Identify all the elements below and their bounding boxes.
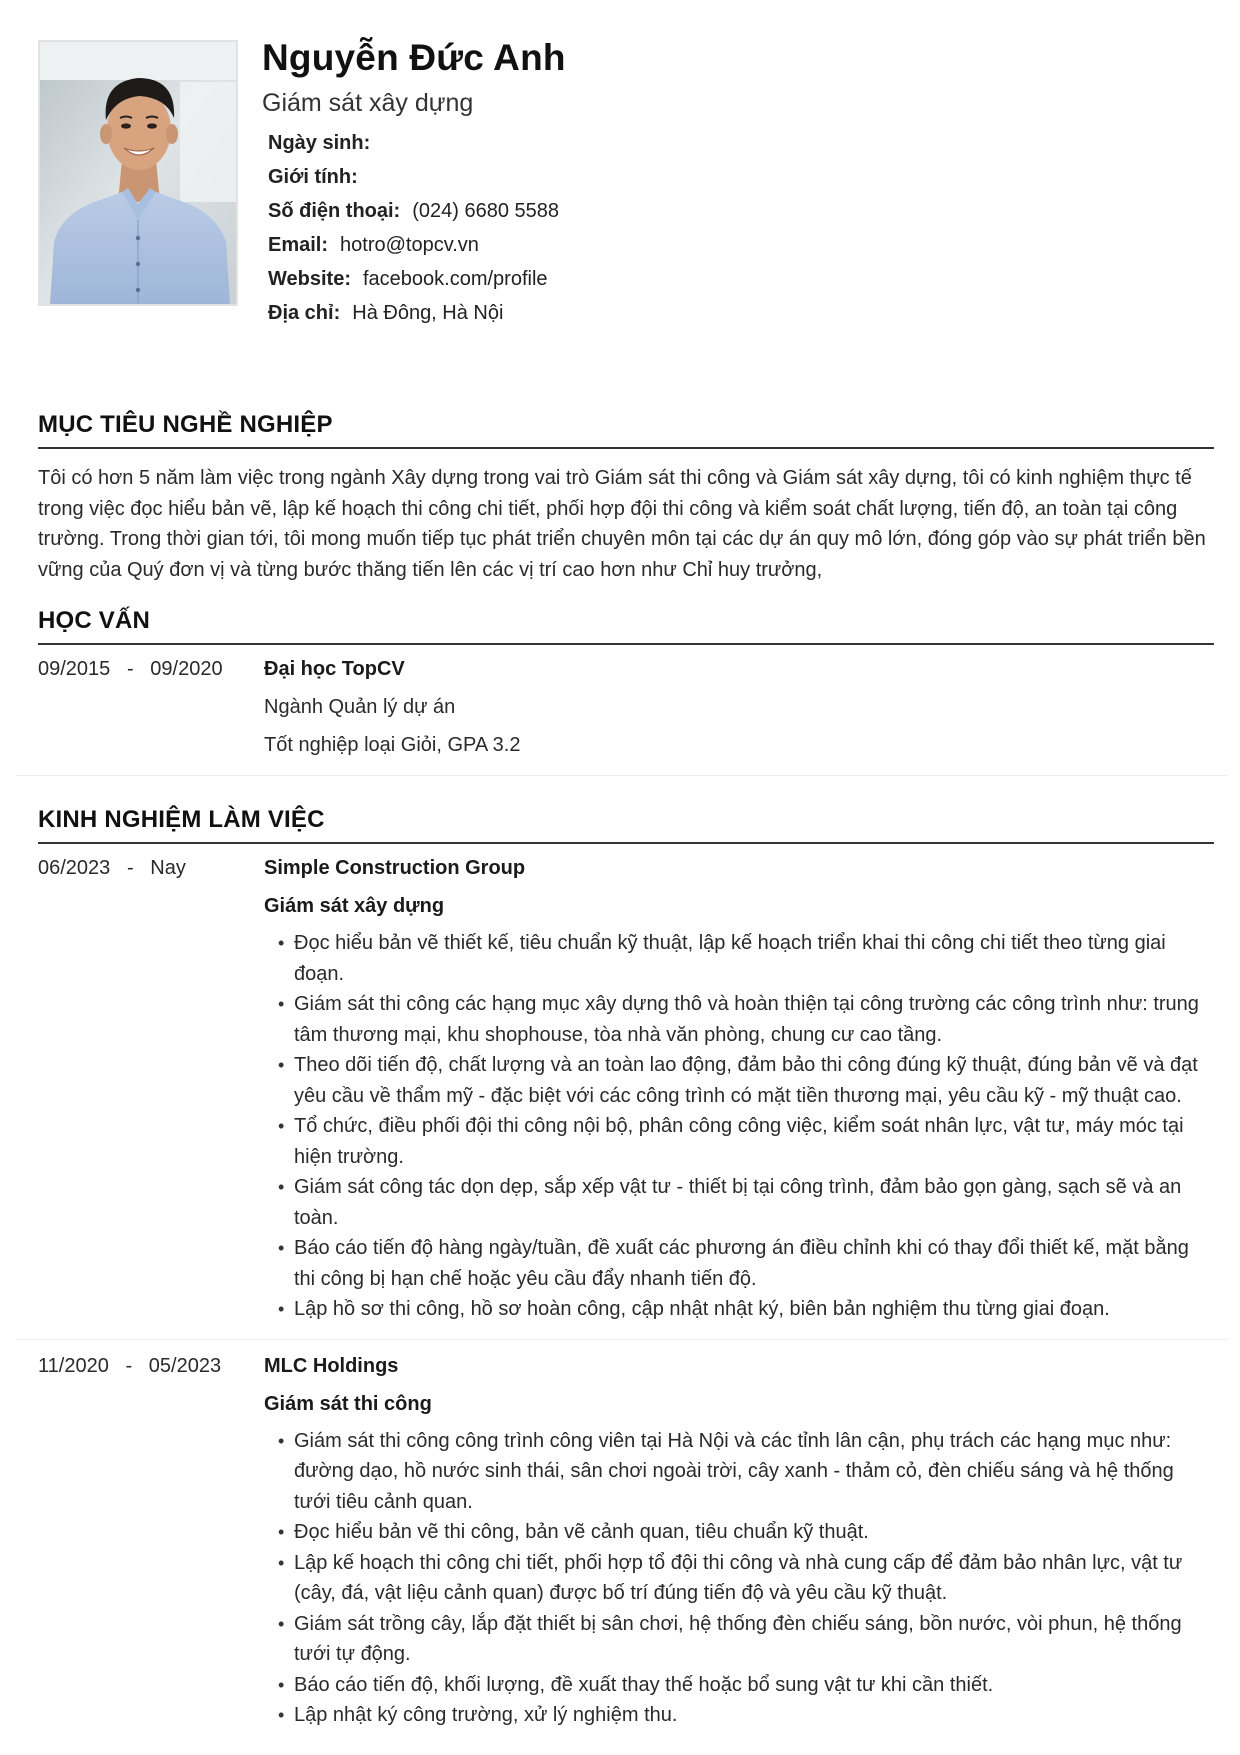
education-entry (38, 645, 1214, 775)
list-item: • Lập nhật ký công trường, xử lý nghiệm thu. (282, 1700, 1214, 1731)
experience-body (264, 856, 1214, 1325)
list-item: • Giám sát thi công công trình công viên tại Hà Nội và các tỉnh lân cận, phụ trách các hạng mục như: đường dạo, hồ nước sinh thái, sân chơi ngoài trời, cây xanh - thảm cỏ, đèn chiếu sáng và hệ thống tưới tiêu cảnh quan. (282, 1426, 1214, 1518)
school-major: Ngành Quản lý dự án (264, 696, 456, 718)
objective-section (38, 411, 1214, 585)
list-item: • Lập kế hoạch thi công chi tiết, phối hợp tổ đội thi công và nhà cung cấp để đảm bảo nhân lực, vật tư (cây, đá, vật liệu cảnh quan) được bố trí đúng tiến độ và yêu cầu kỹ thuật. (282, 1548, 1214, 1609)
experience-entry (38, 844, 1214, 1339)
section-title-education: HỌC VẤN (38, 607, 1214, 645)
education-section (38, 607, 1214, 776)
list-item: • Báo cáo tiến độ, khối lượng, đề xuất thay thế hoặc bổ sung vật tư khi cần thiết. (282, 1670, 1214, 1701)
candidate-title: Giám sát xây dựng (262, 89, 474, 117)
school-result: Tốt nghiệp loại Giỏi, GPA 3.2 (264, 734, 521, 756)
candidate-name: Nguyễn Đức Anh (262, 37, 566, 78)
contact-birthdate (268, 126, 566, 160)
identity-block (262, 37, 566, 346)
company-name: MLC Holdings (264, 1354, 399, 1377)
contact-label: Email: (268, 234, 329, 256)
list-item: • Lập hồ sơ thi công, hồ sơ hoàn công, cập nhật nhật ký, biên bản nghiệm thu từng giai đoạn. (282, 1294, 1214, 1325)
contact-label: Số điện thoại: (268, 200, 401, 222)
contact-address (268, 296, 566, 330)
contact-website (268, 262, 566, 296)
contact-list (268, 126, 566, 330)
responsibility-list (264, 1426, 1214, 1731)
experience-date: 11/2020 - 05/2023 (38, 1354, 222, 1377)
contact-gender (268, 160, 566, 194)
education-body (264, 657, 1214, 757)
experience-date: 06/2023 - Nay (38, 857, 186, 879)
contact-value: facebook.com/profile (362, 268, 548, 290)
contact-label: Ngày sinh: (268, 132, 371, 154)
job-role: Giám sát xây dựng (264, 895, 445, 917)
contact-value: (024) 6680 5588 (412, 200, 560, 222)
divider (16, 775, 1228, 776)
list-item: • Đọc hiểu bản vẽ thi công, bản vẽ cảnh quan, tiêu chuẩn kỹ thuật. (282, 1517, 1214, 1548)
contact-email (268, 228, 566, 262)
list-item: • Tổ chức, điều phối đội thi công nội bộ, phân công công việc, kiểm soát nhân lực, vật tư, máy móc tại hiện trường. (282, 1111, 1214, 1172)
job-role: Giám sát thi công (264, 1392, 432, 1415)
contact-phone (268, 194, 566, 228)
list-item: • Theo dõi tiến độ, chất lượng và an toàn lao động, đảm bảo thi công đúng kỹ thuật, đúng bản vẽ và đạt yêu cầu về thẩm mỹ - đặc biệt với các công trình có mặt tiền thương mại, yêu cầu kỹ - mỹ thuật cao. (282, 1050, 1214, 1111)
list-item: • Giám sát trồng cây, lắp đặt thiết bị sân chơi, hệ thống đèn chiếu sáng, bồn nước, vòi phun, hệ thống tưới tự động. (282, 1609, 1214, 1670)
objective-text: Tôi có hơn 5 năm làm việc trong ngành Xây dựng trong vai trò Giám sát thi công và Giám sát xây dựng, tôi có kinh nghiệm thực tế trong việc đọc hiểu bản vẽ, lập kế hoạch thi công chi tiết, phối hợp đội thi công và kiểm soát chất lượng, tiến độ, an toàn tại công trường. Trong thời gian tới, tôi mong muốn tiếp tục phát triển chuyên môn tại các dự án quy mô lớn, đóng góp vào sự phát triển bền vững của Quý đơn vị và từng bước thăng tiến lên các vị trí cao hơn như Chỉ huy trưởng, (38, 467, 1206, 581)
list-item: • Giám sát công tác dọn dẹp, sắp xếp vật tư - thiết bị tại công trình, đảm bảo gọn gàng, sạch sẽ và an toàn. (282, 1172, 1214, 1233)
section-title-objective: MỤC TIÊU NGHỀ NGHIỆP (38, 411, 1214, 449)
contact-value: hotro@topcv.vn (340, 234, 479, 256)
experience-entry (38, 1340, 1214, 1731)
avatar-photo-icon (38, 40, 238, 306)
experience-body (264, 1354, 1214, 1731)
contact-label: Website: (268, 268, 351, 290)
list-item: • Đọc hiểu bản vẽ thiết kế, tiêu chuẩn kỹ thuật, lập kế hoạch triển khai thi công chi tiết theo từng giai đoạn. (282, 928, 1214, 989)
list-item: • Giám sát thi công các hạng mục xây dựng thô và hoàn thiện tại công trường các công trình như: trung tâm thương mại, khu shophouse, tòa nhà văn phòng, chung cư cao tầng. (282, 989, 1214, 1050)
education-date: 09/2015 - 09/2020 (38, 658, 223, 680)
cv-header (38, 37, 1214, 324)
contact-label: Địa chỉ: (268, 302, 341, 324)
school-name: Đại học TopCV (264, 658, 405, 680)
list-item: • Báo cáo tiến độ hàng ngày/tuần, đề xuất các phương án điều chỉnh khi có thay đổi thiết kế, mặt bằng thi công bị hạn chế hoặc yêu cầu đẩy nhanh tiến độ. (282, 1233, 1214, 1294)
contact-value: Hà Đông, Hà Nội (352, 302, 504, 324)
company-name: Simple Construction Group (264, 857, 526, 879)
section-title-experience: KINH NGHIỆM LÀM VIỆC (38, 806, 1214, 844)
experience-section (38, 806, 1214, 1731)
contact-label: Giới tính: (268, 166, 358, 188)
responsibility-list (264, 928, 1214, 1325)
